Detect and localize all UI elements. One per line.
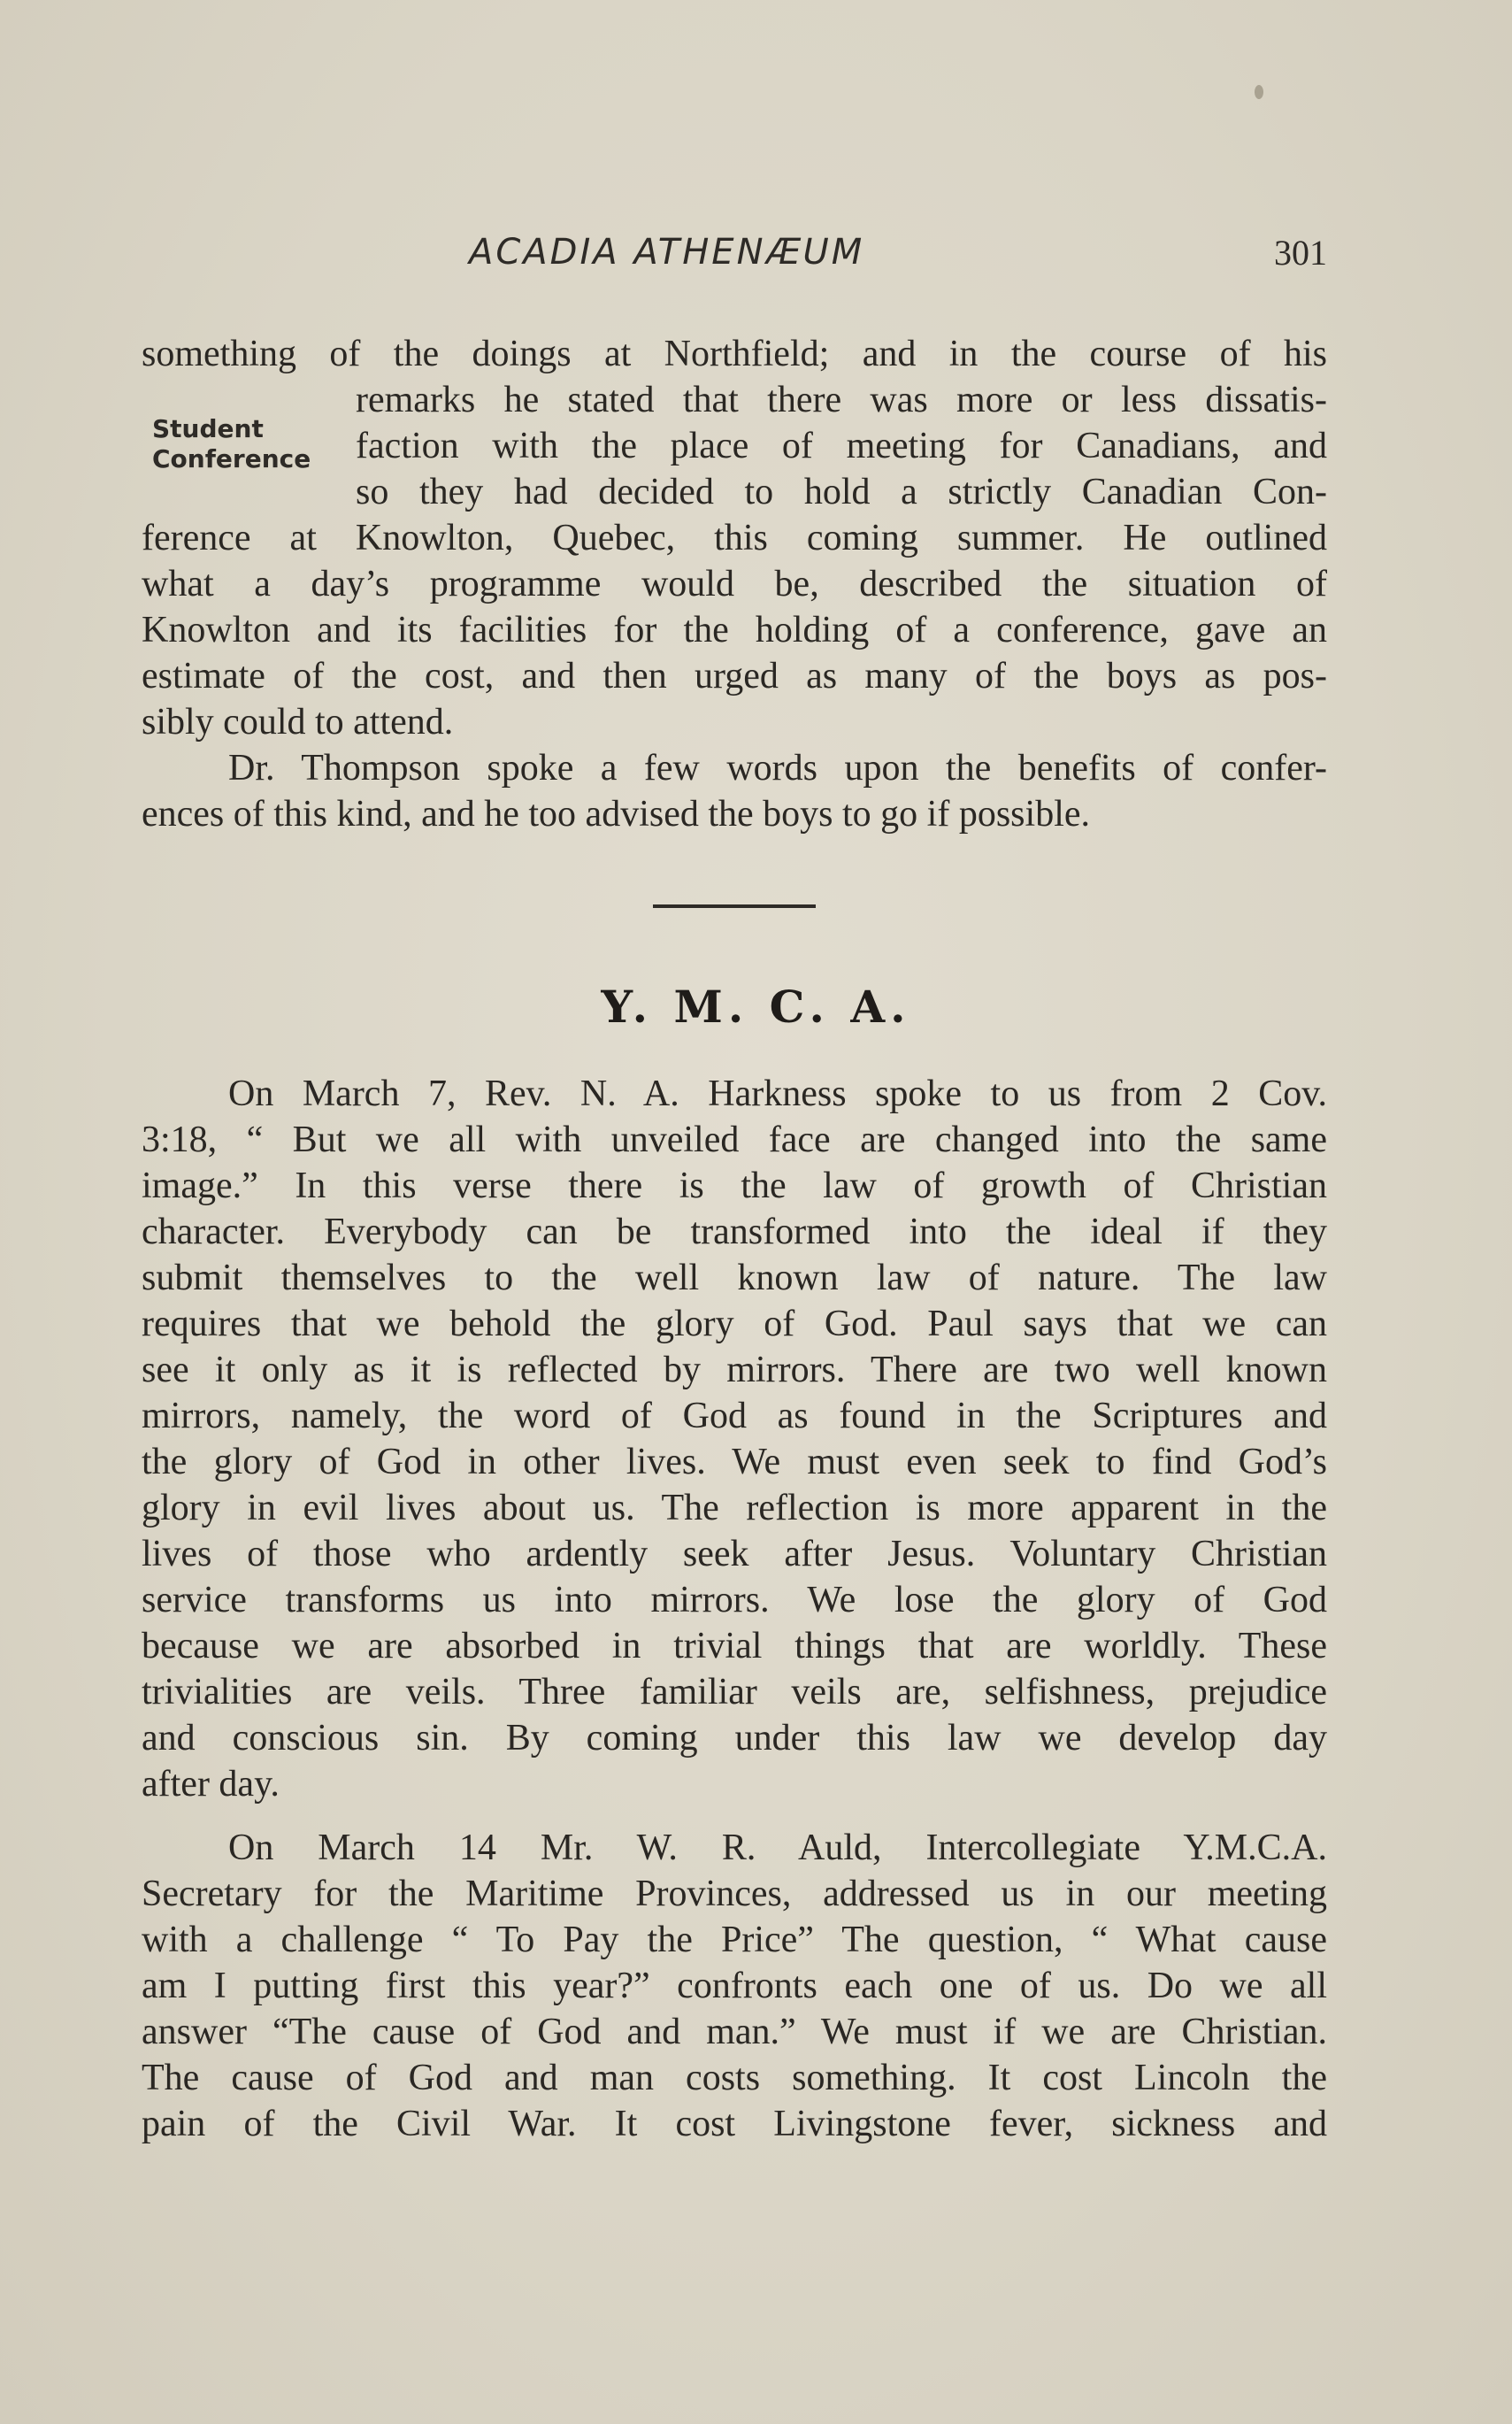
text-line: remarks he stated that there was more or less dissatis- xyxy=(356,380,1327,420)
text-line: after day. xyxy=(142,1764,280,1805)
journal-title: ACADIA ATHENÆUM xyxy=(469,232,865,273)
text-line: submit themselves to the well known law of nature. The law xyxy=(142,1258,1327,1298)
text-line: The cause of God and man costs something. It cost Lincoln the xyxy=(142,2058,1327,2098)
text-line: ference at Knowlton, Quebec, this coming summer. He outlined xyxy=(142,518,1327,558)
text-line: Secretary for the Maritime Provinces, addressed us in our meeting xyxy=(142,1874,1327,1914)
text-line: something of the doings at Northfield; and in the course of his xyxy=(142,334,1327,374)
section-heading: Y. M. C. A. xyxy=(601,981,911,1033)
text-line: the glory of God in other lives. We must even seek to find God’s xyxy=(142,1442,1327,1482)
text-line: lives of those who ardently seek after Jesus. Voluntary Christian xyxy=(142,1534,1327,1574)
ink-speck xyxy=(1255,85,1263,99)
text-line: character. Everybody can be transformed into the ideal if they xyxy=(142,1212,1327,1252)
text-line: On March 7, Rev. N. A. Harkness spoke to us from 2 Cov. xyxy=(228,1073,1327,1114)
section-divider xyxy=(653,904,816,908)
text-line: requires that we behold the glory of God. Paul says that we can xyxy=(142,1304,1327,1344)
text-line: ences of this kind, and he too advised the boys to go if possible. xyxy=(142,794,1091,835)
text-line: Knowlton and its facilities for the holding of a conference, gave an xyxy=(142,610,1327,650)
text-line: Dr. Thompson spoke a few words upon the benefits of confer- xyxy=(228,748,1327,789)
text-line: estimate of the cost, and then urged as many of the boys as pos- xyxy=(142,656,1327,696)
text-line: service transforms us into mirrors. We lose the glory of God xyxy=(142,1580,1327,1620)
page-number: 301 xyxy=(1274,233,1327,273)
text-line: 3:18, “ But we all with unveiled face are changed into the same xyxy=(142,1120,1327,1160)
text-line: faction with the place of meeting for Canadians, and xyxy=(356,426,1327,466)
running-head xyxy=(142,232,1327,285)
text-line: image.” In this verse there is the law of growth of Christian xyxy=(142,1166,1327,1206)
text-line: so they had decided to hold a strictly Canadian Con- xyxy=(356,472,1327,512)
text-line: and conscious sin. By coming under this law we develop day xyxy=(142,1718,1327,1758)
text-line: mirrors, namely, the word of God as found in the Scriptures and xyxy=(142,1396,1327,1436)
text-line: answer “The cause of God and man.” We must if we are Christian. xyxy=(142,2012,1327,2052)
text-line: sibly could to attend. xyxy=(142,702,454,743)
text-line: because we are absorbed in trivial things that are worldly. These xyxy=(142,1626,1327,1666)
text-line: On March 14 Mr. W. R. Auld, Intercollegiate Y.M.C.A. xyxy=(228,1828,1327,1868)
text-line: am I putting first this year?” confronts each one of us. Do we all xyxy=(142,1966,1327,2006)
text-line: what a day’s programme would be, described the situation of xyxy=(142,564,1327,604)
text-line: see it only as it is reflected by mirrors. There are two well known xyxy=(142,1350,1327,1390)
margin-note xyxy=(152,414,311,474)
margin-note-line: Conference xyxy=(152,444,311,473)
margin-note-line: Student xyxy=(152,414,264,443)
text-line: glory in evil lives about us. The reflection is more apparent in the xyxy=(142,1488,1327,1528)
text-line: with a challenge “ To Pay the Price” The question, “ What cause xyxy=(142,1920,1327,1960)
text-line: pain of the Civil War. It cost Livingstone fever, sickness and xyxy=(142,2104,1327,2144)
text-line: trivialities are veils. Three familiar veils are, selfishness, prejudice xyxy=(142,1672,1327,1712)
